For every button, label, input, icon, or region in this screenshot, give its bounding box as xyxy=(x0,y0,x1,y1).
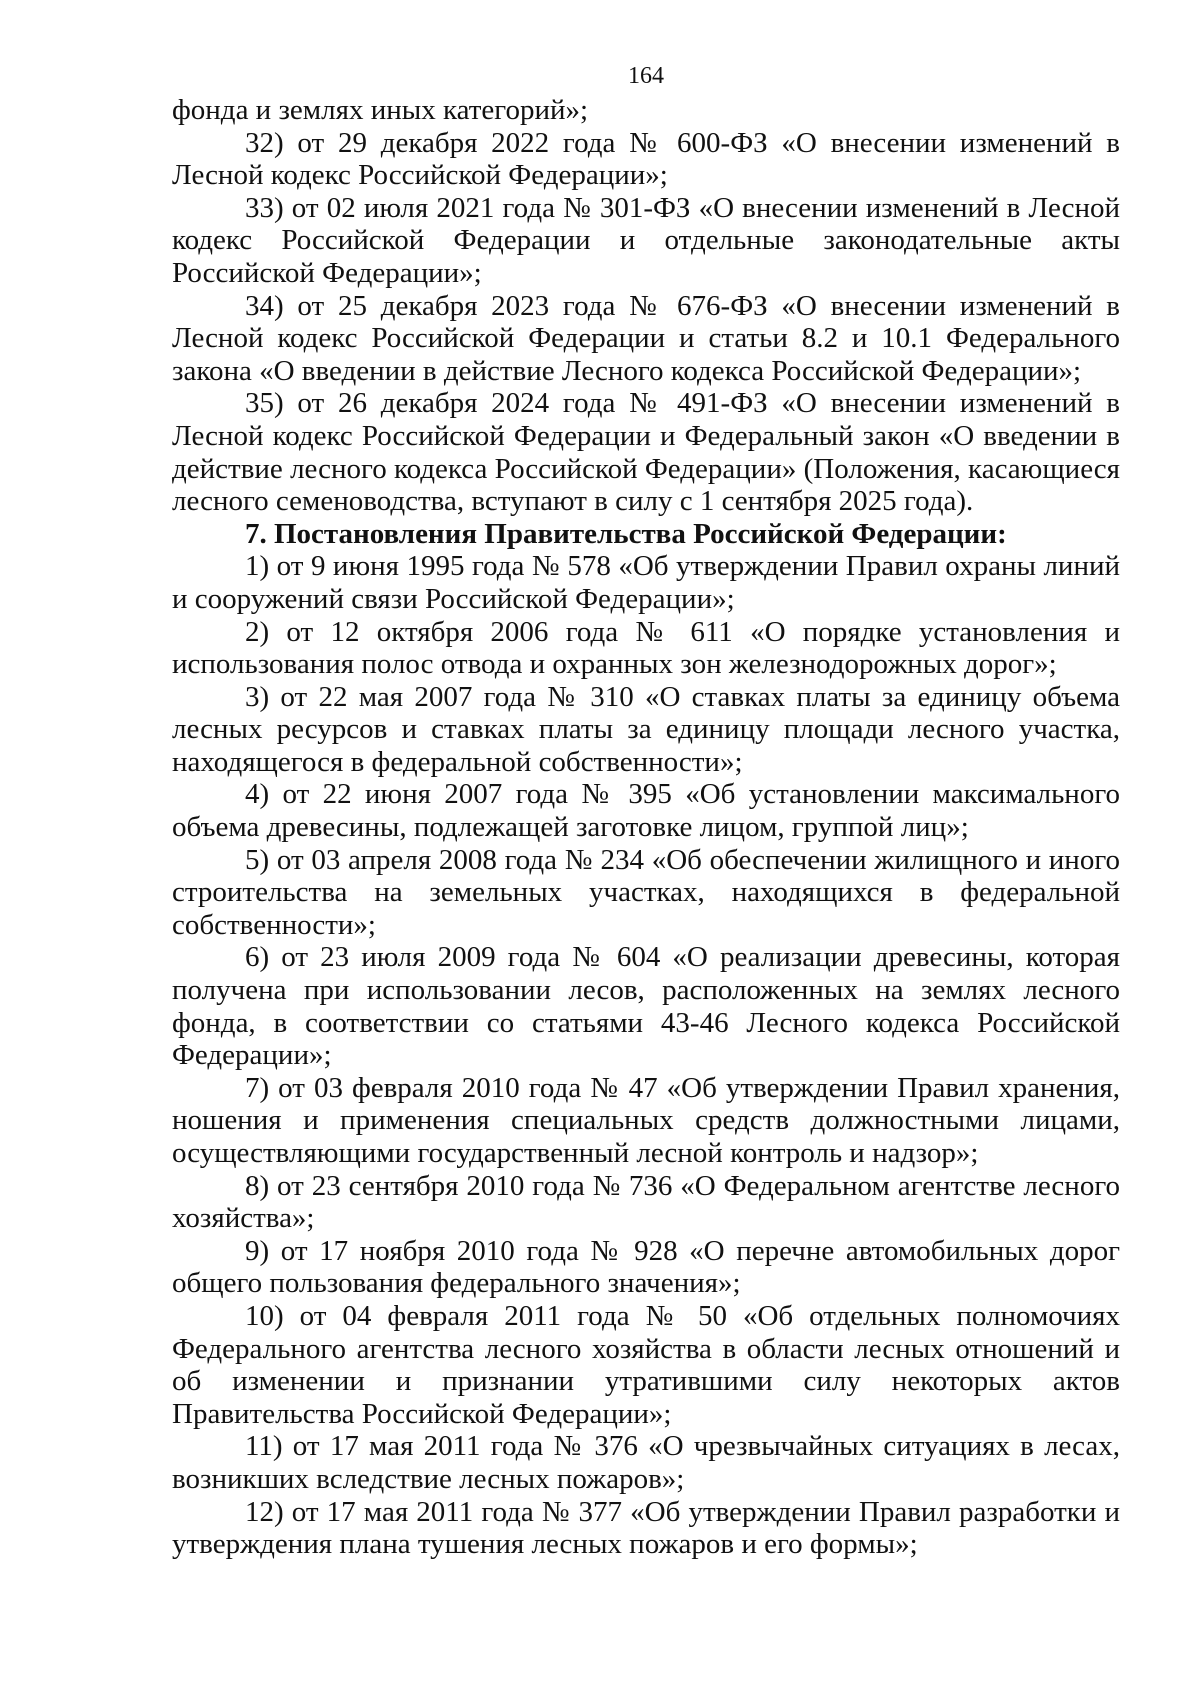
list-item: 33) от 02 июля 2021 года № 301-ФЗ «О внесении изменений в Лесной кодекс Российской Федерации и отдельные законодательные акты Российской Федерации»; xyxy=(172,191,1120,289)
list-item: 4) от 22 июня 2007 года № 395 «Об установлении максимального объема древесины, подлежащей заготовке лицом, группой лиц»; xyxy=(172,778,1120,844)
list-item: 1) от 9 июня 1995 года № 578 «Об утверждении Правил охраны линий и сооружений связи Российской Федерации»; xyxy=(172,550,1120,615)
list-item: 10) от 04 февраля 2011 года № 50 «Об отдельных полномочиях Федерального агентства лесного хозяйства в области лесных отношений и об изменении и признании утратившими силу некоторых актов Правительства Российской Федерации»; xyxy=(172,1299,1120,1430)
list-item: 12) от 17 мая 2011 года № 377 «Об утверждении Правил разработки и утверждения плана тушения лесных пожаров и его формы»; xyxy=(172,1495,1120,1561)
list-item: 2) от 12 октября 2006 года № 611 «О порядке установления и использования полос отвода и охранных зон железнодорожных дорог»; xyxy=(172,615,1120,681)
list-item: 32) от 29 декабря 2022 года № 600-ФЗ «О внесении изменений в Лесной кодекс Российской Федерации»; xyxy=(172,126,1120,192)
document-body xyxy=(172,94,1120,1561)
section-heading: 7. Постановления Правительства Российской Федерации: xyxy=(245,517,1007,550)
list-item: фонда и землях иных категорий»; xyxy=(172,94,589,126)
list-item: 5) от 03 апреля 2008 года № 234 «Об обеспечении жилищного и иного строительства на земельных участках, находящихся в федеральной собственности»; xyxy=(172,843,1120,941)
list-item: 8) от 23 сентября 2010 года № 736 «О Федеральном агентстве лесного хозяйства»; xyxy=(172,1169,1120,1235)
list-item: 11) от 17 мая 2011 года № 376 «О чрезвычайных ситуациях в лесах, возникших вследствие лесных пожаров»; xyxy=(172,1430,1120,1495)
list-item: 9) от 17 ноября 2010 года № 928 «О перечне автомобильных дорог общего пользования федерального значения»; xyxy=(172,1234,1120,1300)
list-item: 7) от 03 февраля 2010 года № 47 «Об утверждении Правил хранения, ношения и применения специальных средств должностными лицами, осуществляющими государственный лесной контроль и надзор»; xyxy=(172,1071,1120,1169)
document-page xyxy=(172,60,1120,1561)
list-item: 34) от 25 декабря 2023 года № 676-ФЗ «О внесении изменений в Лесной кодекс Российской Федерации и статьи 8.2 и 10.1 Федерального закона «О введении в действие Лесного кодекса Российской Федерации»; xyxy=(172,289,1120,387)
list-item: 3) от 22 мая 2007 года № 310 «О ставках платы за единицу объема лесных ресурсов и ставках платы за единицу площади лесного участка, находящегося в федеральной собственности»; xyxy=(172,680,1120,778)
list-item: 6) от 23 июля 2009 года № 604 «О реализации древесины, которая получена при использовании лесов, расположенных на землях лесного фонда, в соответствии со статьями 43-46 Лесного кодекса Российской Федерации»; xyxy=(172,941,1120,1072)
list-item: 35) от 26 декабря 2024 года № 491-ФЗ «О внесении изменений в Лесной кодекс Российской Федерации и Федеральный закон «О введении в действие лесного кодекса Российской Федерации» (Положения, касающиеся лесного семеноводства, вступают в силу с 1 сентября 2025 года). xyxy=(172,387,1120,518)
page-number: 164 xyxy=(628,63,664,89)
